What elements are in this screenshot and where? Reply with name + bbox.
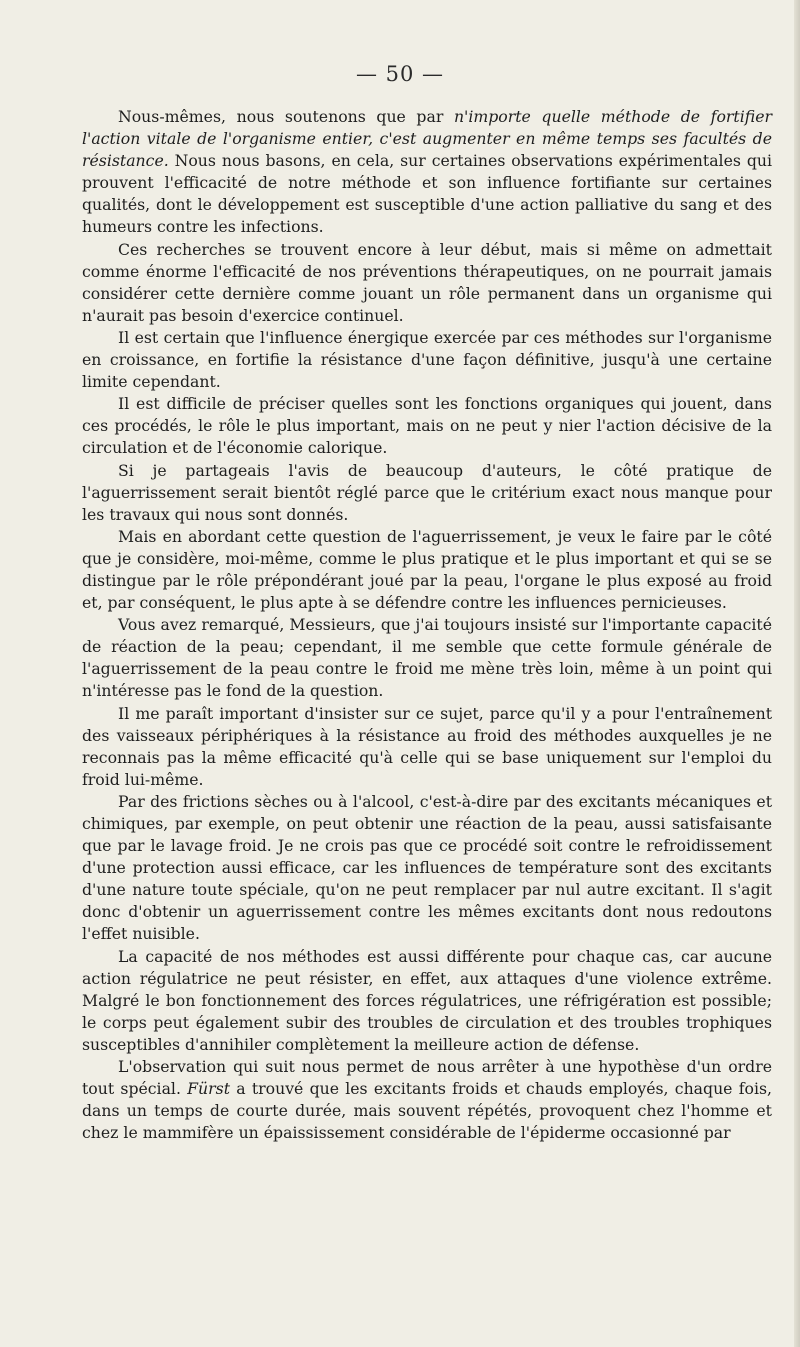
body-text xyxy=(82,106,772,1144)
page-edge-shadow xyxy=(794,0,800,1347)
paragraph-6: Mais en abordant cette question de l'aguerrissement, je veux le faire par le côté que je considère, moi-même, comme le plus pratique et le plus important et qui se se distingue par le rôle prépondérant joué par la peau, l'organe le plus exposé au froid et, par conséquent, le plus apte à se défendre contre les influences pernicieuses. xyxy=(82,526,772,613)
page-number: — 50 — xyxy=(355,62,445,86)
paragraph-11 xyxy=(82,1056,772,1144)
paragraph-10: La capacité de nos méthodes est aussi différente pour chaque cas, car aucune action régulatrice ne peut résister, en effet, aux attaques d'une violence extrême. Malgré le bon fonctionnement des forces régulatrices, une réfrigération est possible; le corps peut également subir des troubles de circulation et des troubles trophiques susceptibles d'annihiler complètement la meilleure action de défense. xyxy=(82,946,772,1054)
paragraph-7: Vous avez remarqué, Messieurs, que j'ai toujours insisté sur l'importante capacité de réaction de la peau; cependant, il me semble que cette formule générale de l'aguerrissement de la peau contre le froid me mène très loin, même à un point qui n'intéresse pas le fond de la question. xyxy=(82,615,772,701)
paragraph-2: Ces recherches se trouvent encore à leur début, mais si même on admettait comme énorme l'efficacité de nos préventions thérapeutiques, on ne pourrait jamais considérer cette dernière comme jouant un rôle permanent dans un organisme qui n'aurait pas besoin d'exercice continuel. xyxy=(82,239,772,325)
paragraph-1-intro: Nous-mêmes, nous soutenons que par xyxy=(118,107,454,126)
paragraph-5: Si je partageais l'avis de beaucoup d'auteurs, le côté pratique de l'aguerrissement serait bientôt réglé parce que le critérium exact nous manque pour les travaux qui nous sont donnés. xyxy=(82,460,772,524)
paragraph-11-emphasis: Fürst xyxy=(187,1079,231,1099)
paragraph-1-emphasis: n'importe quelle méthode de fortifier l'action vitale de l'organisme entier, c'est augmenter en même temps ses facultés de résistance. xyxy=(82,107,772,171)
paragraph-9: Par des frictions sèches ou à l'alcool, c'est-à-dire par des excitants mécaniques et chimiques, par exemple, on peut obtenir une réaction de la peau, aussi satisfaisante que par le lavage froid. Je ne crois pas que ce procédé soit contre le refroidissement d'une protection aussi efficace, car les influences de température sont des excitants d'une nature toute spéciale, qu'on ne peut remplacer par nul autre excitant. Il s'agit donc d'obtenir un aguerrissement contre les mêmes excitants dont nous redoutons l'effet nuisible. xyxy=(82,791,772,944)
paragraph-4: Il est difficile de préciser quelles sont les fonctions organiques qui jouent, dans ces procédés, le rôle le plus important, mais on ne peut y nier l'action décisive de la circulation et de l'économie calorique. xyxy=(82,394,772,458)
paragraph-1-rest: Nous nous basons, en cela, sur certaines observations expérimentales qui prouvent l'efficacité de notre méthode et son influence fortifiante sur certaines qualités, dont le développement est susceptible d'une action palliative du sang et des humeurs contre les infections. xyxy=(82,151,772,237)
paragraph-3: Il est certain que l'influence énergique exercée par ces méthodes sur l'organisme en croissance, en fortifie la résistance d'une façon définitive, jusqu'à une certaine limite cependant. xyxy=(82,327,772,392)
paragraph-11-rest: a trouvé que les excitants froids et chauds employés, chaque fois, dans un temps de courte durée, mais souvent répétés, provoquent chez l'homme et chez le mammifère un épaississement considérable de l'épiderme occasionné par xyxy=(82,1079,772,1143)
paragraph-1 xyxy=(82,106,772,239)
paragraph-11-intro: L'observation qui suit nous permet de nous arrêter à une hypothèse d'un ordre tout spécial. xyxy=(82,1057,772,1099)
paragraph-8: Il me paraît important d'insister sur ce sujet, parce qu'il y a pour l'entraînement des vaisseaux périphériques à la résistance au froid des méthodes auxquelles je ne reconnais pas la même efficacité qu'à celle qui se base uniquement sur l'emploi du froid lui-même. xyxy=(82,703,772,789)
